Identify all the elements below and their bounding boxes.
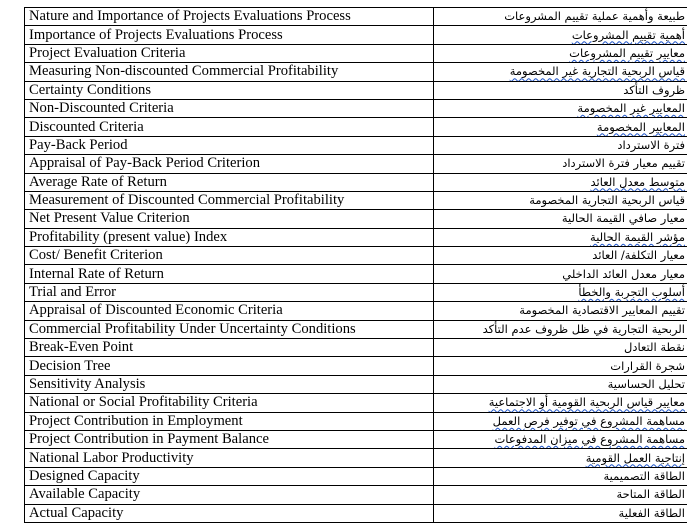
english-term: Internal Rate of Return — [25, 265, 434, 283]
english-term: Average Rate of Return — [25, 173, 434, 191]
arabic-term: تقييم معيار فترة الاسترداد — [562, 156, 685, 171]
english-term: Decision Tree — [25, 357, 434, 375]
arabic-term: طبيعة وأهمية عملية تقييم المشروعات — [504, 9, 685, 24]
arabic-term-cell — [434, 504, 687, 522]
arabic-term: معايير تقييم المشروعات — [569, 45, 685, 60]
english-term: Actual Capacity — [25, 504, 434, 522]
english-term: Cost/ Benefit Criterion — [25, 247, 434, 265]
english-term: Commercial Profitability Under Uncertainty Conditions — [25, 320, 434, 338]
glossary-table — [24, 7, 687, 523]
arabic-term-cell — [434, 320, 687, 338]
english-term: Measuring Non-discounted Commercial Profitability — [25, 63, 434, 81]
glossary-row — [25, 467, 687, 485]
english-term: Non-Discounted Criteria — [25, 99, 434, 117]
arabic-term-cell — [434, 430, 687, 448]
english-term: Project Evaluation Criteria — [25, 44, 434, 62]
arabic-term-cell — [434, 63, 687, 81]
arabic-term: الطاقة التصميمية — [603, 468, 685, 483]
arabic-term: ظروف التأكد — [623, 82, 685, 97]
arabic-term: المعايير المخصومة — [596, 119, 685, 134]
english-term: Sensitivity Analysis — [25, 375, 434, 393]
english-term: Nature and Importance of Projects Evaluations Process — [25, 8, 434, 26]
glossary-row — [25, 136, 687, 154]
english-term: National or Social Profitability Criteria — [25, 394, 434, 412]
glossary-table-body — [25, 8, 687, 523]
glossary-row — [25, 375, 687, 393]
glossary-row — [25, 26, 687, 44]
arabic-term-cell — [434, 302, 687, 320]
glossary-row — [25, 44, 687, 62]
arabic-term: قياس الربحية التجارية المخصومة — [529, 193, 685, 208]
glossary-row — [25, 265, 687, 283]
english-term: Designed Capacity — [25, 467, 434, 485]
english-term: Pay-Back Period — [25, 136, 434, 154]
arabic-term: معيار التكلفة/ العائد — [592, 248, 685, 263]
glossary-row — [25, 247, 687, 265]
glossary-row — [25, 302, 687, 320]
arabic-term-cell — [434, 283, 687, 301]
arabic-term: معايير قياس الربحية القومية أو الاجتماعية — [488, 395, 685, 410]
arabic-term-cell — [434, 99, 687, 117]
arabic-term-cell — [434, 8, 687, 26]
glossary-row — [25, 228, 687, 246]
english-term: Appraisal of Pay-Back Period Criterion — [25, 155, 434, 173]
arabic-term: معيار معدل العائد الداخلي — [562, 266, 685, 281]
glossary-row — [25, 81, 687, 99]
arabic-term-cell — [434, 173, 687, 191]
english-term: Break-Even Point — [25, 339, 434, 357]
arabic-term-cell — [434, 467, 687, 485]
arabic-term-cell — [434, 191, 687, 209]
arabic-term-cell — [434, 155, 687, 173]
glossary-row — [25, 63, 687, 81]
glossary-row — [25, 486, 687, 504]
arabic-term-cell — [434, 228, 687, 246]
arabic-term: إنتاجية العمل القومية — [585, 450, 685, 465]
arabic-term: مؤشر القيمة الحالية — [590, 229, 685, 244]
arabic-term: معيار صافي القيمة الحالية — [561, 211, 685, 226]
arabic-term: تحليل الحساسية — [607, 377, 685, 391]
english-term: Importance of Projects Evaluations Process — [25, 26, 434, 44]
glossary-row — [25, 504, 687, 522]
glossary-row — [25, 320, 687, 338]
arabic-term: قياس الربحية التجارية غير المخصومة — [509, 64, 685, 79]
glossary-row — [25, 394, 687, 412]
glossary-row — [25, 357, 687, 375]
glossary-row — [25, 339, 687, 357]
arabic-term-cell — [434, 265, 687, 283]
arabic-term: أهمية تقييم المشروعات — [571, 27, 685, 42]
arabic-term-cell — [434, 136, 687, 154]
english-term: Appraisal of Discounted Economic Criteria — [25, 302, 434, 320]
glossary-row — [25, 449, 687, 467]
arabic-term-cell — [434, 357, 687, 375]
glossary-row — [25, 155, 687, 173]
arabic-term: متوسط معدل العائد — [590, 174, 685, 189]
arabic-term-cell — [434, 26, 687, 44]
english-term: Trial and Error — [25, 283, 434, 301]
arabic-term: الطاقة الفعلية — [618, 505, 685, 520]
english-term: Measurement of Discounted Commercial Profitability — [25, 191, 434, 209]
english-term: Net Present Value Criterion — [25, 210, 434, 228]
english-term: Certainty Conditions — [25, 81, 434, 99]
arabic-term: تقييم المعايير الاقتصادية المخصومة — [519, 303, 685, 318]
english-term: National Labor Productivity — [25, 449, 434, 467]
arabic-term-cell — [434, 210, 687, 228]
glossary-row — [25, 210, 687, 228]
arabic-term-cell — [434, 449, 687, 467]
english-term: Profitability (present value) Index — [25, 228, 434, 246]
glossary-row — [25, 99, 687, 117]
arabic-term: نقطة التعادل — [624, 340, 685, 355]
arabic-term: مساهمة المشروع في ميزان المدفوعات — [494, 432, 685, 447]
arabic-term-cell — [434, 118, 687, 136]
glossary-row — [25, 191, 687, 209]
arabic-term-cell — [434, 247, 687, 265]
glossary-row — [25, 8, 687, 26]
glossary-sheet — [24, 7, 685, 523]
arabic-term-cell — [434, 339, 687, 357]
arabic-term: المعايير غير المخصومة — [577, 101, 685, 116]
glossary-row — [25, 412, 687, 430]
arabic-term: الربحية التجارية في ظل ظروف عدم التأكد — [482, 321, 685, 336]
arabic-term-cell — [434, 44, 687, 62]
english-term: Available Capacity — [25, 486, 434, 504]
glossary-row — [25, 173, 687, 191]
arabic-term-cell — [434, 486, 687, 504]
arabic-term-cell — [434, 375, 687, 393]
arabic-term: شجرة القرارات — [610, 358, 685, 373]
arabic-term-cell — [434, 412, 687, 430]
arabic-term-cell — [434, 81, 687, 99]
english-term: Project Contribution in Employment — [25, 412, 434, 430]
arabic-term: أسلوب التجربة والخطأ — [578, 285, 685, 300]
arabic-term: الطاقة المتاحة — [616, 487, 685, 502]
english-term: Discounted Criteria — [25, 118, 434, 136]
glossary-row — [25, 430, 687, 448]
glossary-row — [25, 118, 687, 136]
arabic-term: فترة الاسترداد — [617, 137, 685, 152]
arabic-term: مساهمة المشروع في توفير فرص العمل — [492, 413, 685, 428]
glossary-row — [25, 283, 687, 301]
english-term: Project Contribution in Payment Balance — [25, 430, 434, 448]
arabic-term-cell — [434, 394, 687, 412]
